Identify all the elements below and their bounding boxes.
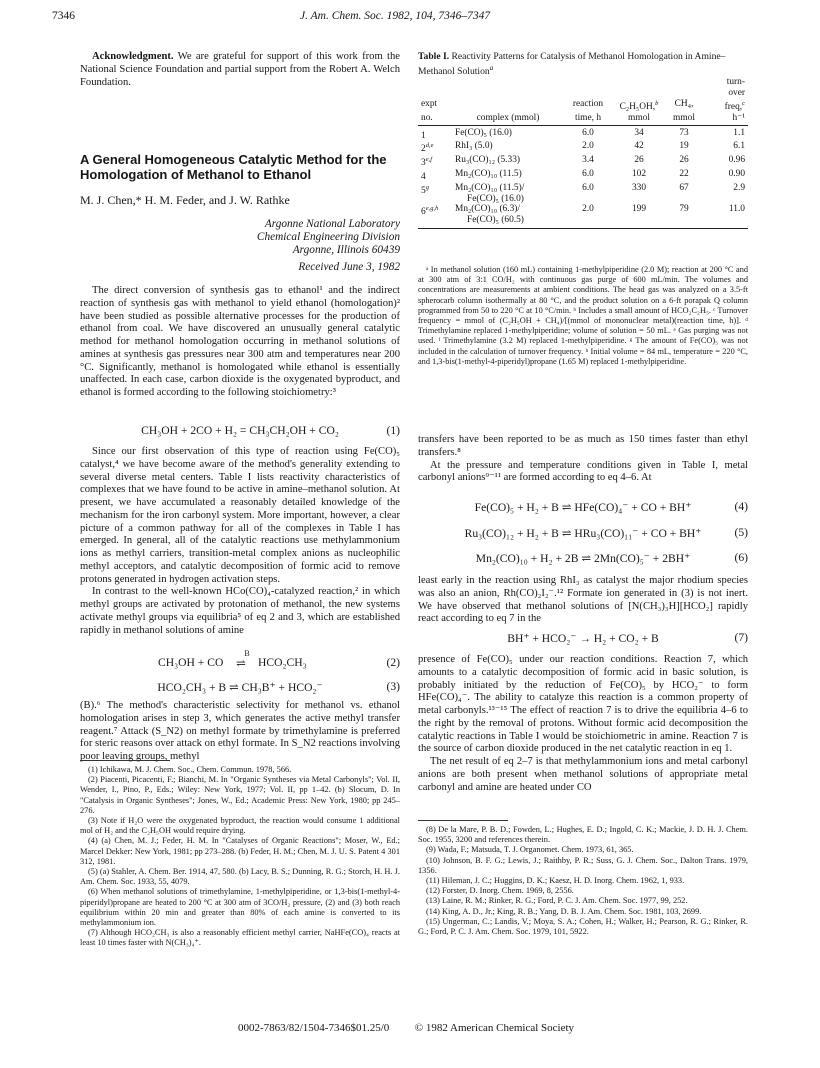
cell-value: 19 bbox=[679, 141, 689, 152]
footnote-marker: a bbox=[489, 63, 494, 72]
table-cell-ethanol bbox=[612, 183, 666, 204]
article-title: A General Homogeneous Catalytic Method for the Homologation of Methanol to Ethanol bbox=[80, 152, 387, 182]
footnote: (10) Johnson, B. F. G.; Lewis, J.; Raithby, P. R.; Suss, G. J. Chem. Soc., Dalton Trans. 1979, 1356. bbox=[418, 855, 748, 875]
table-cell-no bbox=[418, 169, 452, 183]
column-header: turn- bbox=[726, 77, 745, 87]
body-paragraphs-right-end bbox=[418, 654, 748, 794]
equilibrium-arrow: ⇌ bbox=[236, 657, 246, 670]
footnote-marker: e,f bbox=[425, 156, 433, 164]
cell-value: 1 bbox=[421, 130, 426, 141]
cell-value-continued: Fe(CO)₅ (16.0) bbox=[467, 193, 524, 204]
cell-value: 34 bbox=[634, 127, 644, 138]
column-header bbox=[612, 99, 666, 113]
footnote-divider bbox=[80, 760, 170, 761]
cell-value: 73 bbox=[679, 127, 689, 138]
column-header: CH₄, bbox=[674, 99, 694, 109]
table-footnotes: ᵃ In methanol solution (160 mL) containing 1-methylpiperidine (2.0 M); reaction at 200 °C and at 300 atm of 3:1 CO/H₂ with continuous gas purge of 600 mL/min. The volumes and concentrations are measurements at ambient conditions. The head gas was analyzed on a 3.5-ft spherocarb column isothermally at 80 °C, and the product solution on a 6-ft porapak Q column programmed from 50 to 220 °C at 10 °C/min. ᵇ Includes a small amount of HCO₂C₂H₅. ᶜ Turnover frequency = mmol of (C₂H₅OH + CH₄)/[(mmol of mononuclear metal)(reaction time, h)]. ᵈ Trimethylamine replaced 1-methylpiperidine; volume of solution = 50 mL. ᵉ Gas purging was not used. ᶠ Trimethylamine (3.2 M) replaced 1-methylpiperidine. ᵍ The amount of Fe(CO)₅ was not included in the calculation of turnover frequency. ʰ Initial volume = 84 mL, temperature = 220 °C, and 1,3-bis(1-methyl-4-piperidyl)propane (1.65 M) replaced 1-methylpiperidine. bbox=[418, 265, 748, 366]
table-cell-turnover bbox=[702, 204, 748, 225]
cell-value: 102 bbox=[631, 169, 647, 180]
equation-5 bbox=[418, 526, 748, 540]
cell-value: 2 bbox=[421, 144, 426, 155]
cell-value: Mn₂(CO)₁₀ (11.5) bbox=[455, 169, 522, 180]
column-header: over bbox=[728, 88, 745, 98]
footnote: (9) Wada, F.; Matsuda, T. J. Organomet. Chem. 1973, 61, 365. bbox=[426, 845, 634, 855]
data-table bbox=[418, 77, 748, 229]
equation-3 bbox=[80, 680, 400, 694]
table-cell-turnover bbox=[702, 128, 748, 142]
column-header bbox=[702, 99, 748, 113]
footnote: (4) (a) Chen, M. J.; Feder, H. M. In "Catalyses of Organic Reactions"; Moser, W., Ed.; Marcel Dekker: New York, 1981; pp 273–288. (b) Feder, H. M.; Chen, M. J. U. S. Patent 4 301 312, 1981. bbox=[80, 836, 400, 866]
footnote: (7) Although HCO₂CH₃ is also a reasonably efficient methyl carrier, NaHFe(CO)₄ reacts at least 10 times faster with N(CH₃)₄⁺. bbox=[80, 928, 400, 948]
equation-text: HCO₂CH₃ + B ⇌ CH₃B⁺ + HCO₂⁻ bbox=[157, 681, 323, 694]
cell-value: 0.90 bbox=[728, 169, 745, 180]
paragraph: The net result of eq 2–7 is that methylammonium ions and metal carbonyl anions are both present when methanol solutions of appropriate metal carbonyl and amine are heated under CO bbox=[418, 756, 748, 793]
table-cell-ethanol bbox=[612, 155, 666, 169]
cell-value: 2.9 bbox=[733, 182, 745, 193]
footer-copyright: © 1982 American Chemical Society bbox=[414, 1022, 575, 1034]
acknowledgment bbox=[80, 51, 400, 89]
equation-text: CH₃OH + 2CO + H₂ = CH₃CH₂OH + CO₂ bbox=[141, 424, 339, 437]
cell-value: 11.0 bbox=[728, 204, 745, 215]
equation-number: (6) bbox=[734, 551, 748, 564]
cell-value: 4 bbox=[421, 172, 426, 183]
table-cell-no bbox=[418, 204, 452, 225]
table-label: Table I. bbox=[418, 51, 450, 62]
column-header: h⁻¹ bbox=[732, 112, 745, 123]
table-cell-turnover bbox=[702, 155, 748, 169]
column-header: reaction bbox=[572, 99, 604, 109]
footnote-marker: b bbox=[655, 100, 659, 107]
cell-value: 199 bbox=[631, 204, 647, 215]
column-header: complex (mmol) bbox=[476, 112, 540, 123]
table-cell-time bbox=[564, 128, 612, 142]
cell-value: 2.0 bbox=[582, 204, 594, 215]
cell-value: 42 bbox=[634, 141, 644, 152]
table-cell-complex bbox=[452, 128, 564, 142]
cell-value: Mn₂(CO)₁₀ (6.3)/ bbox=[455, 204, 521, 215]
paragraph: The direct conversion of synthesis gas to ethanol¹ and the indirect reaction of synthesis gas with methanol to yield ethanol (homologation)² have been studied as possible alternative processes for the production of ethanol from coal. We have discovered an unusually general catalytic method for methanol homologation occurring in methanol solutions of amines at synthesis gas pressures near 300 atm and temperatures near 200 °C. Significantly, methanol is homologated while ethanol is essentially unaffected. In each case, carbon dioxide is the oxygenated byproduct, and ethanol is formed according to the following stoichiometry:³ bbox=[80, 285, 400, 398]
table-row bbox=[418, 155, 748, 169]
equation-1 bbox=[80, 424, 400, 437]
affiliation-line: Argonne National Laboratory bbox=[264, 218, 400, 230]
table-cell-ch4 bbox=[666, 128, 702, 142]
cell-value: 26 bbox=[634, 155, 644, 166]
equation-number: (1) bbox=[386, 424, 400, 437]
table-cell-time bbox=[564, 169, 612, 183]
footnote: (3) Note if H₂O were the oxygenated byproduct, the reaction would consume 1 additional mol of H₂ and the C₂H₅OH would require drying. bbox=[80, 816, 400, 836]
table-cell-no bbox=[418, 183, 452, 204]
paragraph: presence of Fe(CO)₅ under our reaction conditions. Reaction 7, which amounts to a catalytic decomposition of formic acid in basic solution, is probably initiated by the reduction of Fe(CO)₅ by HCO₂⁻ to form HFe(CO)₄⁻. The ability to catalyze this reaction is a common property of metal carbonyls.¹³⁻¹⁵ The effect of reaction 7 is to drive the equilibria 4–6 to the right by the removal of protons. Without formic acid decomposition the catalytic reactions in Table I would be stoichiometric in amine. Reaction 7 is the source of carbon dioxide produced in the net catalytic reaction in eq 1. bbox=[418, 654, 748, 755]
table-cell-turnover bbox=[702, 169, 748, 183]
table-cell-no bbox=[418, 128, 452, 142]
footnote: (1) Ichikawa, M. J. Chem. Soc., Chem. Commun. 1978, 566. bbox=[88, 765, 292, 774]
table-cell-complex bbox=[452, 169, 564, 183]
column-header: time, h bbox=[574, 112, 602, 123]
page-number: 7346 bbox=[52, 10, 75, 22]
equation-6 bbox=[418, 551, 748, 565]
footer bbox=[238, 1022, 574, 1034]
footnote: (13) Laine, R. M.; Rinker, R. G.; Ford, P. C. J. Am. Chem. Soc. 1977, 99, 252. bbox=[426, 896, 688, 906]
authors: M. J. Chen,* H. M. Feder, and J. W. Rathke bbox=[80, 193, 290, 207]
table-cell-turnover bbox=[702, 141, 748, 155]
table-cell-time bbox=[564, 204, 612, 225]
equation-number: (5) bbox=[734, 526, 748, 539]
table-cell-ethanol bbox=[612, 141, 666, 155]
footnote-divider bbox=[418, 820, 508, 821]
footnote: (8) De la Mare, P. B. D.; Fowden, L.; Hughes, E. D.; Ingold, C. K.; Mackie, J. D. H. J. Chem. Soc. 1955, 3200 and references therein. bbox=[418, 825, 748, 845]
footnote: (14) King, A. D., Jr.; King, R. B.; Yang, D. B. J. Am. Chem. Soc. 1981, 103, 2699. bbox=[426, 906, 702, 916]
footnotes-left bbox=[80, 765, 400, 949]
cell-value: 6.0 bbox=[582, 127, 594, 138]
equation-text: Ru₃(CO)₁₂ + H₂ + B ⇌ HRu₃(CO)₁₁⁻ + CO + BH⁺ bbox=[464, 527, 702, 540]
footnote: (15) Ungerman, C.; Landis, V.; Moya, S. A.; Cohen, H.; Walker, H.; Pearson, R. G.; Rinker, R. G.; Ford, P. C. J. Am. Chem. Soc. 1979, 101, 5922. bbox=[418, 916, 748, 937]
body-paragraphs-left bbox=[80, 446, 400, 637]
table-row bbox=[418, 183, 748, 204]
equation-text: HCO₂CH₃ bbox=[258, 656, 307, 669]
footer-code: 0002-7863/82/1504-7346$01.25/0 bbox=[238, 1022, 390, 1034]
table-row bbox=[418, 169, 748, 183]
footnotes-right bbox=[418, 825, 748, 937]
table-rule bbox=[418, 228, 748, 229]
table-cell-ch4 bbox=[666, 155, 702, 169]
received-date: Received June 3, 1982 bbox=[298, 260, 400, 273]
equation-7 bbox=[418, 631, 748, 645]
footnote: (11) Hileman, J. C.; Huggins, D. K.; Kaesz, H. D. Inorg. Chem. 1962, 1, 933. bbox=[426, 876, 685, 886]
cell-value: 6.0 bbox=[582, 182, 594, 193]
cell-value: 0.96 bbox=[728, 155, 745, 166]
equation-number: (3) bbox=[386, 680, 400, 693]
footnote: (12) Forster, D. Inorg. Chem. 1969, 8, 2556. bbox=[426, 886, 574, 896]
column-header: no. bbox=[421, 112, 433, 123]
table-cell-no bbox=[418, 155, 452, 169]
cell-value: RhI₃ (5.0) bbox=[455, 141, 493, 152]
table-cell-ch4 bbox=[666, 169, 702, 183]
table-cell-ethanol bbox=[612, 169, 666, 183]
table-row bbox=[418, 128, 748, 142]
table-header-row bbox=[418, 77, 748, 88]
cell-value: 6.0 bbox=[582, 169, 594, 180]
equation-text: Fe(CO)₅ + H₂ + B ⇌ HFe(CO)₄⁻ + CO + BH⁺ bbox=[474, 501, 692, 514]
table-cell-time bbox=[564, 183, 612, 204]
column-header: mmol bbox=[673, 112, 695, 123]
footnote: (6) When methanol solutions of trimethylamine, 1-methylpiperidine, or 1,3-bis(1-methyl-4-piperidyl)propane are heated to 200 °C at 300 atm of 3CO/H₂ pressure, (2) and (3) both reach equilibrium within 20 min and greater than 80% of each amine is converted to its methylammonium ion. bbox=[80, 887, 400, 928]
cell-value: 67 bbox=[679, 182, 689, 193]
acknowledgment-lead: Acknowledgment. bbox=[92, 51, 174, 62]
paragraph: At the pressure and temperature conditions given in Table I, metal carbonyl anions⁹⁻¹¹ are formed according to eq 4–6. At bbox=[418, 459, 748, 484]
equation-number: (7) bbox=[734, 631, 748, 644]
table-cell-complex bbox=[452, 155, 564, 169]
equation-number: (4) bbox=[734, 500, 748, 513]
table-caption bbox=[418, 51, 748, 77]
equation-catalyst: B bbox=[244, 649, 250, 658]
table-cell-no bbox=[418, 141, 452, 155]
affiliation-line: Argonne, Illinois 60439 bbox=[292, 244, 400, 257]
table-cell-ethanol bbox=[612, 204, 666, 225]
equation-4 bbox=[418, 500, 748, 514]
table-row bbox=[418, 141, 748, 155]
footnote-marker: e,g,h bbox=[425, 205, 439, 213]
cell-value: Ru₃(CO)₁₂ (5.33) bbox=[455, 155, 521, 166]
table-cell-complex bbox=[452, 183, 564, 204]
cell-value-continued: Fe(CO)₅ (60.5) bbox=[467, 214, 524, 225]
footnote: (2) Piacenti, Picacenti, F.; Bianchi, M. In "Organic Syntheses via Metal Carbonyls"; Vol. II, Wender, I., Pino, P., Eds.; Wiley: New York, 1977; Vol. II, pp 1–42. (b) Slocum, D. In "Catalysis in Organic Syntheses"; Jones, W., Ed.; Academic Press: New York, 1980; pp 245–276. bbox=[80, 775, 400, 815]
table-cell-turnover bbox=[702, 183, 748, 204]
footnote-marker: d,e bbox=[425, 142, 434, 150]
column-header-text: C₂H₅OH, bbox=[619, 102, 656, 113]
cell-value: Mn₂(CO)₁₀ (11.5)/ bbox=[455, 182, 525, 193]
table-cell-ch4 bbox=[666, 183, 702, 204]
affiliation bbox=[80, 218, 400, 274]
column-header: mmol bbox=[628, 112, 650, 123]
intro-paragraph bbox=[80, 285, 400, 400]
footnote-marker: g bbox=[425, 183, 429, 191]
paragraph: (B).⁶ The method's characteristic selectivity for methanol vs. ethanol homologation arises in step 3, which generates the active methyl transfer reagent.⁷ Attack (S_N2) on methyl formate by trimethylamine is preferred for steric reasons over attack on ethyl formate. In S_N2 reactions involving poor leaving groups, methyl bbox=[80, 700, 400, 762]
table-row bbox=[418, 204, 748, 225]
paragraph: In contrast to the well-known HCo(CO)₄-catalyzed reaction,² in which methyl groups are activated by protonation of methanol, the new systems activate methyl groups via equilibria⁵ of eq 2 and 3, which are established rapidly in methanol solutions of amine bbox=[80, 586, 400, 636]
cell-value: 79 bbox=[679, 204, 689, 215]
body-paragraph-left-end bbox=[80, 700, 400, 764]
footnote-marker: c bbox=[742, 100, 745, 107]
cell-value: 6 bbox=[421, 207, 426, 218]
affiliation-line: Chemical Engineering Division bbox=[256, 231, 400, 244]
table-caption-text: Reactivity Patterns for Catalysis of Methanol Homologation in Amine–Methanol Solution bbox=[418, 51, 726, 77]
equation-text: CH₃OH + CO bbox=[158, 656, 224, 669]
table-cell-time bbox=[564, 155, 612, 169]
cell-value: 2.0 bbox=[582, 141, 594, 152]
cell-value: 330 bbox=[631, 182, 647, 193]
cell-value: 6.1 bbox=[733, 141, 745, 152]
cell-value: 22 bbox=[679, 169, 689, 180]
equation-text: BH⁺ + HCO₂⁻ → H₂ + CO₂ + B bbox=[507, 632, 659, 645]
body-paragraph-right-mid bbox=[418, 575, 748, 626]
cell-value: 3 bbox=[421, 158, 426, 169]
column-header-text: freq, bbox=[724, 102, 743, 113]
equation-text: Mn₂(CO)₁₀ + H₂ + 2B ⇌ 2Mn(CO)₅⁻ + 2BH⁺ bbox=[475, 552, 691, 565]
body-paragraphs-right bbox=[418, 434, 748, 485]
cell-value: 26 bbox=[679, 155, 689, 166]
table-rule bbox=[418, 125, 748, 126]
column-header: expt bbox=[421, 99, 438, 109]
table-cell-time bbox=[564, 141, 612, 155]
paragraph: Since our first observation of this type of reaction using Fe(CO)₅ catalyst,⁴ we have become aware of the method's generality extending to several diverse metal centers. Table I lists reactivity characteristics of complexes that we have found to be active in amine–methanol solution. At present, we have accumulated a reasonably detailed knowledge of the mechanism for the iron carbonyl system. More important, however, a clear picture of a common pathway for all of the complexes in Table I has emerged. In general, all of the catalytic reactions use methylammonium ions as methyl carriers, transition-metal complex anions as nucleophilic methyl acceptors, and catalytic decomposition of formic acid to remove protons generated in hydrogen activation steps. bbox=[80, 446, 400, 585]
journal-header: J. Am. Chem. Soc. 1982, 104, 7346–7347 bbox=[300, 10, 491, 22]
table-cell-complex bbox=[452, 204, 564, 225]
table-cell-ch4 bbox=[666, 204, 702, 225]
cell-value: Fe(CO)₅ (16.0) bbox=[455, 127, 512, 138]
footnote: (5) (a) Stahler, A. Chem. Ber. 1914, 47, 580. (b) Lacy, B. S.; Dunning, R. G.; Storch, H. H. J. Am. Chem. Soc. 1933, 55, 4079. bbox=[80, 867, 400, 887]
paragraph: transfers have been reported to be as much as 150 times faster than ethyl transfers.⁸ bbox=[418, 434, 748, 458]
acknowledgment-text: We are grateful for support of this work from the National Science Foundation and partial support from the Robert A. Welch Foundation. bbox=[80, 51, 400, 88]
table-cell-ethanol bbox=[612, 128, 666, 142]
equation-number: (2) bbox=[386, 656, 400, 669]
cell-value: 5 bbox=[421, 185, 426, 196]
cell-value: 1.1 bbox=[733, 127, 745, 138]
cell-value: 3.4 bbox=[582, 155, 594, 166]
table-cell-complex bbox=[452, 141, 564, 155]
table-cell-ch4 bbox=[666, 141, 702, 155]
paragraph: least early in the reaction using RhI₃ as catalyst the major rhodium species was also an anion, Rh(CO)₂I₂⁻.¹² Formate ion generated in (3) is not inert. We have observed that methanol solutions of [N(CH₃)₃H][HCO₂] rapidly react according to eq 7 in the bbox=[418, 575, 748, 625]
